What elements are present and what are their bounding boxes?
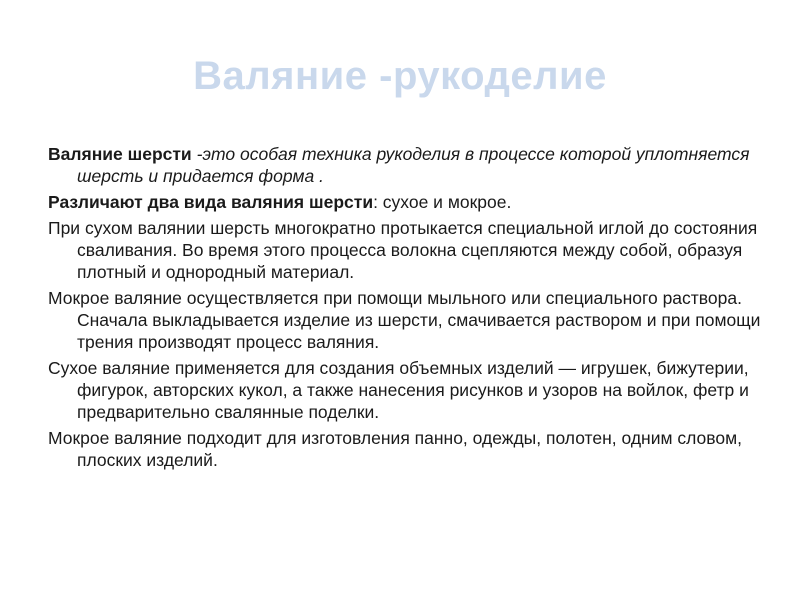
paragraph-dry-uses: Сухое валяние применяется для создания объемных изделий — игрушек, бижутерии, фигурок, авторских кукол, а также нанесения рисунков и узоров на войлок, фетр и предварительно свалянные поделки.	[48, 358, 749, 422]
slide-body	[48, 143, 778, 475]
types-heading: Различают два вида валяния шерсти	[48, 192, 374, 212]
paragraph-definition	[48, 143, 778, 187]
paragraph-wet-uses: Мокрое валяние подходит для изготовления панно, одежды, полотен, одним словом, плоских изделий.	[48, 428, 742, 470]
paragraph-types	[48, 191, 778, 213]
paragraph-wet-felting: Мокрое валяние осуществляется при помощи мыльного или специального раствора. Сначала выкладывается изделие из шерсти, смачивается раствором и при помощи трения производят процесс валяния.	[48, 288, 761, 352]
types-text: : сухое и мокрое.	[373, 192, 512, 212]
paragraph-dry-felting: При сухом валянии шерсть многократно протыкается специальной иглой до состояния сваливания. Во время этого процесса волокна сцепляются между собой, образуя плотный и однородный материал.	[48, 218, 758, 282]
term-felting-wool: Валяние шерсти	[48, 144, 192, 164]
slide-title: Валяние -рукоделие	[193, 54, 607, 98]
definition-text: -это особая техника рукоделия в процессе которой уплотняется шерсть и придается форма .	[77, 144, 750, 186]
